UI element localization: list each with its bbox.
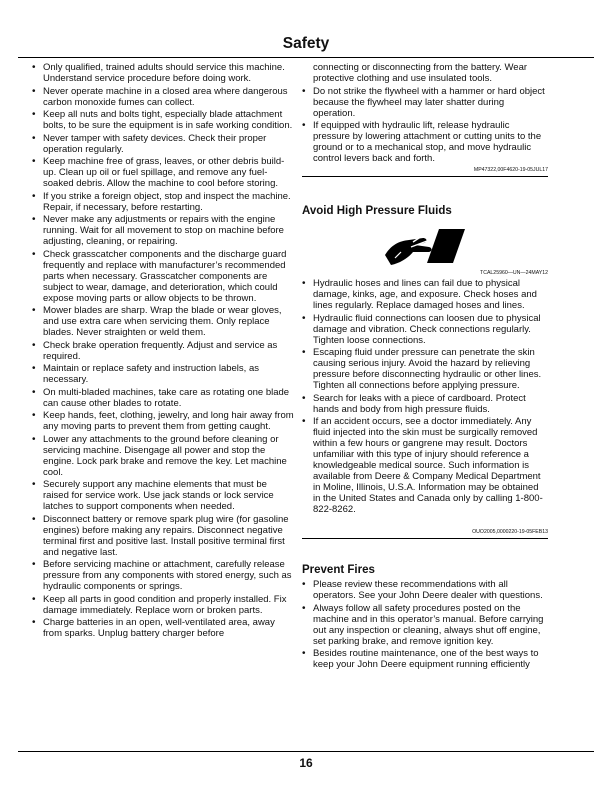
section-title-prevent-fires: Prevent Fires xyxy=(302,564,375,576)
bullet-item: • Charge batteries in an open, well-ventilated area, away from sparks. Unplug battery charger before xyxy=(32,617,294,639)
bullet-item: • Mower blades are sharp. Wrap the blade or wear gloves, and use extra care when servicing them. Only replace blades. Never straighten or weld them. xyxy=(32,305,294,338)
injection-hazard-icon xyxy=(383,225,467,269)
left-column xyxy=(32,62,294,641)
footer-rule xyxy=(18,751,594,752)
bullet-item: • If equipped with hydraulic lift, release hydraulic pressure by lowering attachment or cutting units to the ground or to a mechanical stop, and move hydraulic control levers back and forth. xyxy=(302,120,548,164)
bullet-item: • If an accident occurs, see a doctor immediately. Any fluid injected into the skin must be surgically removed within a few hours or gangrene may result. Doctors unfamiliar with this type of injury should reference a knowledgeable medical source. Such information is available from Deere & Company Medical Department in Moline, Illinois, U.S.A. Information may be obtained in the United States and Canada only by calling 1-800-822-8262. xyxy=(302,416,548,515)
bullet-item: • Besides routine maintenance, one of the best ways to keep your John Deere equipment running efficiently xyxy=(302,648,548,670)
bullet-item: • If you strike a foreign object, stop and inspect the machine. Repair, if necessary, before restarting. xyxy=(32,191,294,213)
high-pressure-figure xyxy=(302,225,548,269)
page-number: 16 xyxy=(299,756,313,770)
bullet-item: • Keep all parts in good condition and properly installed. Fix damage immediately. Replace worn or broken parts. xyxy=(32,594,294,616)
bullet-item: • Always follow all safety procedures posted on the machine and in this operator’s manual. Before carrying out any inspection or cleaning, always shut off engine, set parking brake, and remove ignition key. xyxy=(302,603,548,647)
bullet-item: • Never operate machine in a closed area where dangerous carbon monoxide fumes can collect. xyxy=(32,86,294,108)
bullet-item: • Before servicing machine or attachment, carefully release pressure from any components with stored energy, such as hydraulic components or springs. xyxy=(32,559,294,592)
continued-text: connecting or disconnecting from the battery. Wear protective clothing and use insulated tools. xyxy=(313,62,528,84)
bullet-item: • Escaping fluid under pressure can penetrate the skin causing serious injury. Avoid the hazard by relieving pressure before disconnecting hydraulic or other lines. Tighten all connections before applying pressure. xyxy=(302,347,548,391)
right-column xyxy=(302,62,548,672)
reference-code: MP47322,00F4620-19-05JUL17 xyxy=(302,167,548,177)
bullet-item: • Do not strike the flywheel with a hammer or hard object because the flywheel may later shatter during operation. xyxy=(302,86,548,119)
right-bullet-list xyxy=(302,62,548,164)
reference-code: OUO2005,0000220-19-05FEB13 xyxy=(302,529,548,539)
bullet-item: • Maintain or replace safety and instruction labels, as necessary. xyxy=(32,363,294,385)
left-bullet-list xyxy=(32,62,294,639)
bullet-item: • Never tamper with safety devices. Check their proper operation regularly. xyxy=(32,133,294,155)
high-pressure-bullet-list xyxy=(302,278,548,515)
bullet-item: • Keep hands, feet, clothing, jewelry, and long hair away from any moving parts to prevent them from getting caught. xyxy=(32,410,294,432)
bullet-item: • Keep machine free of grass, leaves, or other debris build-up. Clean up oil or fuel spillage, and remove any fuel-soaked debris. Allow the machine to cool before storing. xyxy=(32,156,294,189)
bullet-item: • Check grasscatcher components and the discharge guard frequently and replace with manufacturer’s recommended parts when necessary. Grasscatcher components are subject to wear, damage, and deterioration, which could expose moving parts or allow objects to be thrown. xyxy=(32,249,294,304)
header-rule xyxy=(18,57,594,58)
bullet-item: • Check brake operation frequently. Adjust and service as required. xyxy=(32,340,294,362)
bullet-item: • Only qualified, trained adults should service this machine. Understand service procedure before doing work. xyxy=(32,62,294,84)
section-title-high-pressure: Avoid High Pressure Fluids xyxy=(302,205,452,217)
bullet-item: • Never make any adjustments or repairs with the engine running. Wait for all movement to stop on machine before adjusting, cleaning, or repairing. xyxy=(32,214,294,247)
fires-bullet-list xyxy=(302,579,548,670)
bullet-item: • Please review these recommendations with all operators. See your John Deere dealer with questions. xyxy=(302,579,548,601)
bullet-item: • Lower any attachments to the ground before cleaning or servicing machine. Disengage all power and stop the engine. Lock park brake and remove the key. Let machine cool. xyxy=(32,434,294,478)
figure-caption: TCAL25960—UN—24MAY12 xyxy=(480,270,548,276)
bullet-item: • Disconnect battery or remove spark plug wire (for gasoline engines) before making any repairs. Disconnect negative terminal first and positive last. Install positive terminal first and negative last. xyxy=(32,514,294,558)
bullet-item: • Search for leaks with a piece of cardboard. Protect hands and body from high pressure fluids. xyxy=(302,393,548,415)
bullet-item: • On multi-bladed machines, take care as rotating one blade can cause other blades to rotate. xyxy=(32,387,294,409)
bullet-item: • Keep all nuts and bolts tight, especially blade attachment bolts, to be sure the equipment is in safe working condition. xyxy=(32,109,294,131)
bullet-item: • Securely support any machine elements that must be raised for service work. Use jack stands or lock service latches to support components when needed. xyxy=(32,479,294,512)
bullet-item: • Hydraulic fluid connections can loosen due to physical damage and vibration. Check connections regularly. Tighten loose connections. xyxy=(302,313,548,346)
page-title: Safety xyxy=(282,35,330,52)
bullet-item: • Hydraulic hoses and lines can fail due to physical damage, kinks, age, and exposure. Check hoses and lines regularly. Replace damaged hoses and lines. xyxy=(302,278,548,311)
